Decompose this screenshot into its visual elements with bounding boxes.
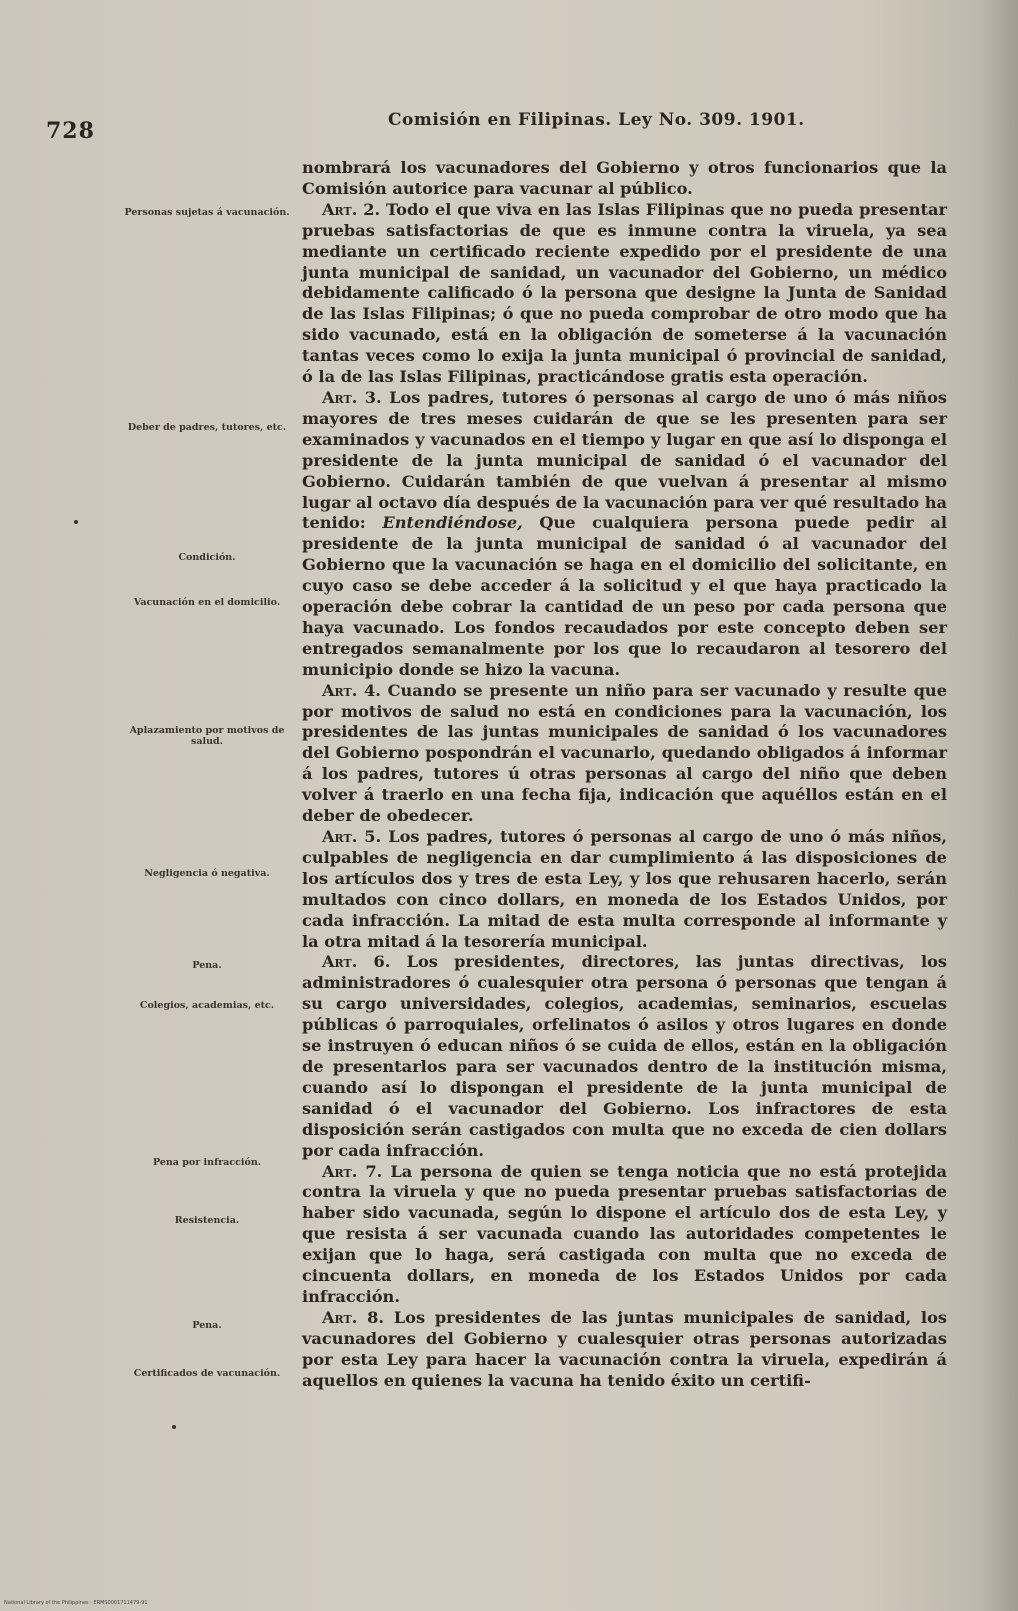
article-2 <box>302 200 947 388</box>
margin-note: Pena. <box>192 960 222 971</box>
article-7 <box>302 1162 947 1308</box>
article-5 <box>302 827 947 952</box>
scan-credit: National Library of the Philippines · ERMS0001711479-91 <box>4 1600 148 1606</box>
page-number: 728 <box>46 118 95 144</box>
paragraph-continuation <box>302 158 947 200</box>
paragraph-text: nombrará los vacunadores del Gobierno y otros funcionarios que la Comisión autorice para vacunar al público. <box>302 158 947 198</box>
margin-note: Pena. <box>192 1320 222 1331</box>
margin-note: Condición. <box>178 552 236 563</box>
article-6 <box>302 952 947 1161</box>
article-label: Art. 7. <box>322 1161 383 1181</box>
article-label: Art. 8. <box>322 1307 385 1327</box>
article-label: Art. 6. <box>322 952 391 972</box>
article-8 <box>302 1308 947 1392</box>
margin-note: Personas sujetas á vacunación. <box>124 207 290 218</box>
article-text: Los presidentes, directores, las juntas directivas, los administradores ó cualesquier otra persona ó personas que tengan á su cargo universidades, colegios, academias, seminarios, escuelas públicas ó parroquiales, orfelinatos ó asilos y otros lugares en donde se instruyen ó educan niños ó se cuida de ellos, están en la obligación de presentarlos para ser vacunados dentro de la institución misma, cuando así lo dispongan el presidente de la junta municipal de sanidad ó el vacunador del Gobierno. Los infractores de esta disposición serán castigados con multa que no exceda de cien dollars por cada infracción. <box>302 952 948 1160</box>
margin-note: Resistencia. <box>174 1215 240 1226</box>
article-label: Art. 5. <box>322 827 382 846</box>
margin-note: Colegios, academias, etc. <box>139 1000 275 1011</box>
article-text-continued: Que cualquiera persona puede pedir al presidente de la junta municipal de sanidad ó al vacunador del Gobierno que la vacunación se haga en el domicilio del solicitante, en cuyo caso se debe acceder á la solicitud y el que haya practicado la operación debe cobrar la cantidad de un peso por cada persona que haya vacunado. Los fondos recaudados por este concepto deben ser entregados semanalmente por los que lo recaudaron al tesorero del municipio donde se hizo la vacuna. <box>302 513 948 679</box>
article-text: Todo el que viva en las Islas Filipinas que no pueda presentar pruebas satisfactorias de que es inmune contra la viruela, ya sea mediante un certificado reciente expedido por el presidente de una junta municipal de sanidad, un vacunador del Gobierno, un médico debidamente calificado ó la persona que designe la Junta de Sanidad de las Islas Filipinas; ó que no pueda comprobar de otro modo que ha sido vacunado, está en la obligación de someterse á la vacunación tantas veces como lo exija la junta municipal ó provincial de sanidad, ó la de las Islas Filipinas, practicándose gratis esta operación. <box>302 199 947 387</box>
article-text: Los padres, tutores ó personas al cargo de uno ó más niños, culpables de negligencia en dar cumplimiento á las disposiciones de los artículos dos y tres de esta Ley, y los que rehusaren hacerlo, serán multados con cinco dollars, en moneda de los Estados Unidos, por cada infracción. La mitad de esta multa corresponde al informante y la otra mitad á la tesorería municipal. <box>302 827 947 951</box>
margin-note: Negligencia ó negativa. <box>144 868 270 879</box>
article-label: Art. 4. <box>322 680 381 700</box>
running-header: Comisión en Filipinas. Ley No. 309. 1901. <box>388 110 805 130</box>
paper-speck <box>172 1425 176 1429</box>
article-text: Los padres, tutores ó personas al cargo de uno ó más niños mayores de tres meses cuidarán de que se les presenten para ser examinados y vacunados en el tiempo y lugar en que así lo disponga el presidente de la junta municipal de sanidad ó el vacunador del Gobierno. Cuidarán también de que vuelvan á presentar al mismo lugar al octavo día después de la vacunación para ver qué resultado ha tenido: <box>302 387 947 533</box>
margin-note: Certificados de vacunación. <box>133 1368 281 1379</box>
article-italic-proviso: Entendiéndose, <box>382 513 523 533</box>
article-text: Los presidentes de las juntas municipales de sanidad, los vacunadores del Gobierno y cualesquier otras personas autorizadas por esta Ley para hacer la vacunación contra la viruela, expedirán á aquellos en quienes la vacuna ha tenido éxito un certifi- <box>302 1307 947 1390</box>
margin-note: Pena por infracción. <box>152 1157 262 1168</box>
binding-shadow <box>978 0 1018 1611</box>
paper-speck <box>74 520 78 524</box>
article-label: Art. 3. <box>322 387 382 407</box>
article-text: La persona de quien se tenga noticia que no está protejida contra la viruela y que no pueda presentar pruebas satisfactorias de haber sido vacunada, según lo dispone el artículo dos de esta Ley, y que resista á ser vacunada cuando las autoridades competentes le exijan que lo haga, será castigada con multa que no exceda de cincuenta dollars, en moneda de los Estados Unidos por cada infracción. <box>302 1161 947 1306</box>
article-label: Art. 2. <box>322 199 381 219</box>
article-text: Cuando se presente un niño para ser vacunado y resulte que por motivos de salud no está en condiciones para la vacunación, los presidentes de las juntas municipales de sanidad ó los vacunadores del Gobierno pospondrán el vacunarlo, quedando obligados á informar á los padres, tutores ú otras personas al cargo del niño que deben volver á traerlo en una fecha fija, indicación que aquéllos están en el deber de obedecer. <box>302 680 947 826</box>
margin-note: Deber de padres, tutores, etc. <box>127 422 287 433</box>
article-3 <box>302 388 947 681</box>
margin-note: Vacunación en el domicilio. <box>133 597 281 608</box>
article-4 <box>302 681 947 827</box>
margin-note: Aplazamiento por motivos de salud. <box>129 725 285 747</box>
body-text <box>302 158 947 1391</box>
